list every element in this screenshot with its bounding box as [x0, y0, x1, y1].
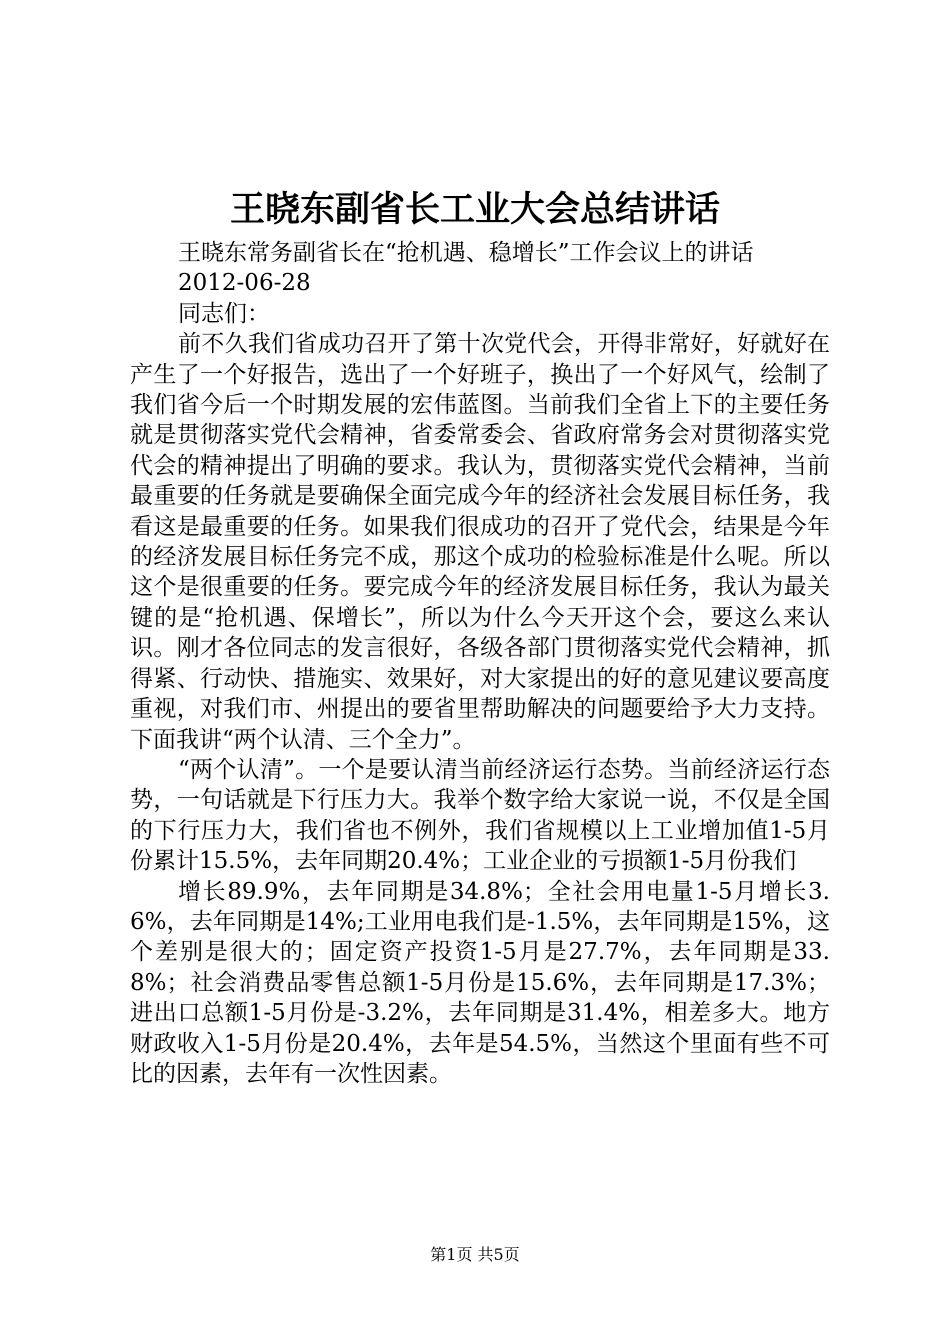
salutation-paragraph: 同志们： — [178, 300, 270, 327]
document-title: 王晓东副省长工业大会总结讲话 — [229, 190, 720, 230]
body-paragraph: “两个认清”。一个是要认清当前经济运行态势。当前经济运行态势，一句话就是下行压力大。我举个数字给大家说一说，不仅是全国的下行压力大，我们省也不例外，我们省规模以上工业增加值1-5月份累计15.5%，去年同期20.4%；工业企业的亏损额1-5月份我们 — [130, 756, 830, 875]
body-paragraph: 增长89.9%，去年同期是34.8%；全社会用电量1-5月增长3.6%，去年同期是14%;工业用电我们是-1.5%，去年同期是15%，这个差别是很大的；固定资产投资1-5月是27.7%，去年同期是33.8%；社会消费品零售总额1-5月份是15.6%，去年同期是17.3%；进出口总额1-5月份是-3.2%，去年同期是31.4%，相差多大。地方财政收入1-5月份是20.4%，去年是54.5%，当然这个里面有些不可比的因素，去年有一次性因素。 — [130, 878, 830, 1087]
document-body — [130, 238, 830, 1089]
date-paragraph: 2012-06-28 — [178, 270, 311, 297]
body-paragraph: 前不久我们省成功召开了第十次党代会，开得非常好，好就好在产生了一个好报告，选出了一个好班子，换出了一个好风气，绘制了我们省今后一个时期发展的宏伟蓝图。当前我们全省上下的主要任务就是贯彻落实党代会精神，省委常委会、省政府常务会对贯彻落实党代会的精神提出了明确的要求。我认为，贯彻落实党代会精神，当前最重要的任务就是要确保全面完成今年的经济社会发展目标任务，我看这是最重要的任务。如果我们很成功的召开了党代会，结果是今年的经济发展目标任务完不成，那这个成功的检验标准是什么呢。所以这个是很重要的任务。要完成今年的经济发展目标任务，我认为最关键的是“抢机遇、保增长”，所以为什么今天开这个会，要这么来认识。刚才各位同志的发言很好，各级各部门贯彻落实党代会精神，抓得紧、行动快、措施实、效果好，对大家提出的好的意见建议要高度重视，对我们市、州提出的要省里帮助解决的问题要给予大力支持。下面我讲“两个认清、三个全力”。 — [130, 331, 830, 753]
subtitle-paragraph: 王晓东常务副省长在“抢机遇、稳增长”工作会议上的讲话 — [178, 240, 754, 266]
page-number-footer: 第1页 共5页 — [430, 1245, 520, 1264]
